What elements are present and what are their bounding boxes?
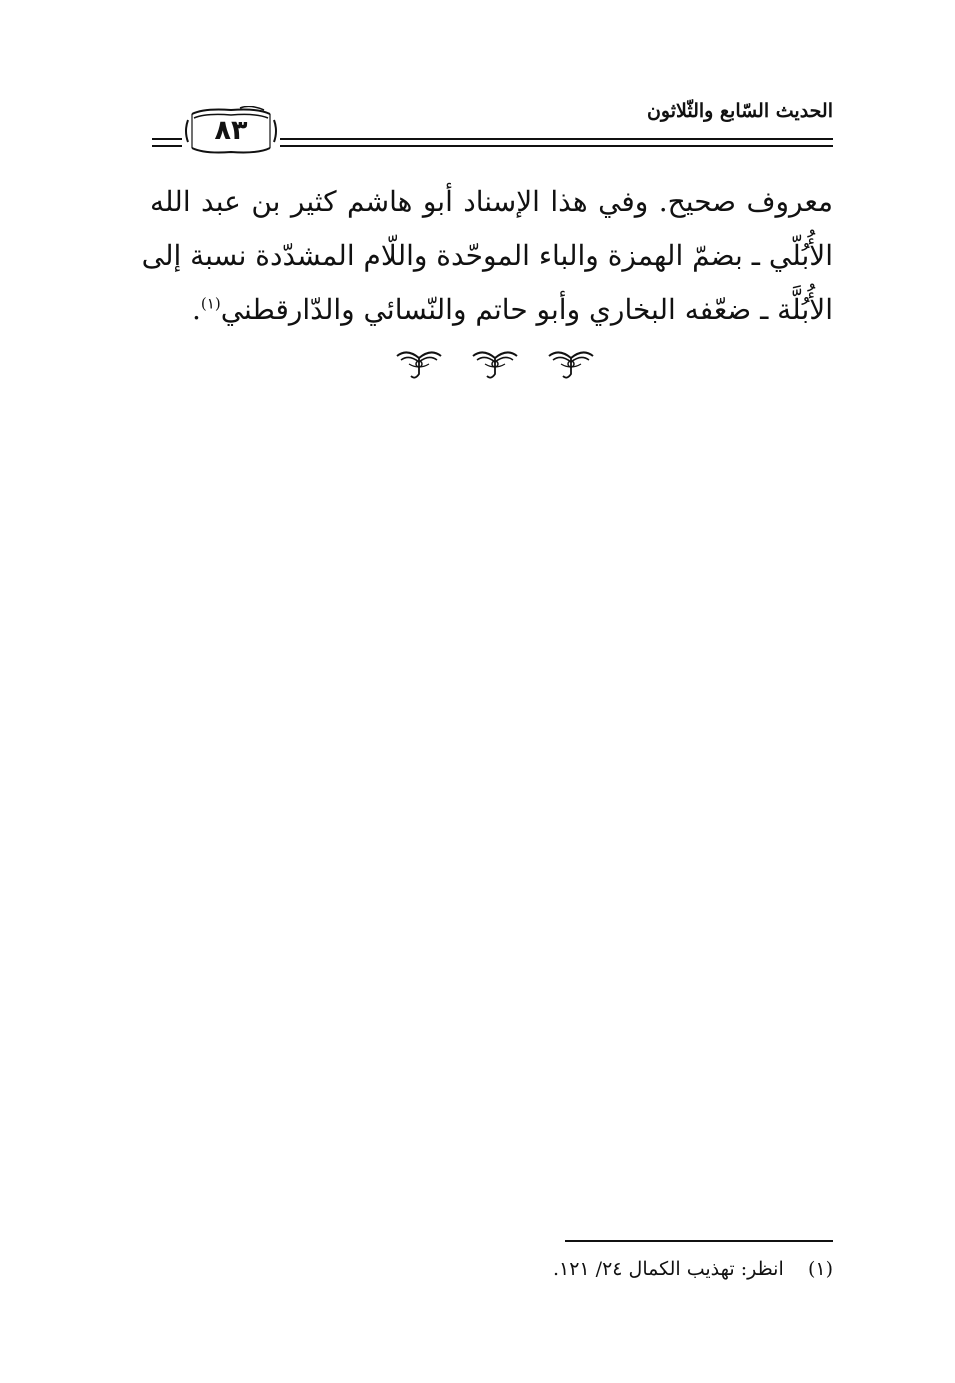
- footnote-separator: [565, 1240, 833, 1242]
- footnote: [553, 1258, 833, 1280]
- footnote-marker[interactable]: (١): [807, 1258, 833, 1280]
- running-title: الحديث السّابع والثّلاثون: [646, 100, 833, 122]
- header-rule: [280, 138, 833, 140]
- line-end-period: .: [192, 293, 201, 326]
- fleuron-icon: [547, 346, 595, 382]
- header-rule-left: [152, 145, 182, 147]
- page-number-frame: [184, 106, 278, 156]
- section-divider: [395, 346, 595, 386]
- body-line-text: الأُبُلَّة ـ ضعّفه البخاري وأبو حاتم والنّسائي والدّارقطني: [220, 293, 833, 326]
- footnote-text: انظر: تهذيب الكمال ٢٤/ ١٢١.: [552, 1258, 784, 1280]
- header-rule-left: [152, 138, 182, 140]
- body-line: الأُبُلّي ـ بضمّ الهمزة والباء الموحّدة واللّام المشدّدة نسبة إلى: [141, 239, 833, 272]
- body-line: معروف صحيح. وفي هذا الإسناد أبو هاشم كثير بن عبد الله: [150, 185, 833, 218]
- body-line-last: [150, 283, 833, 337]
- fleuron-icon: [471, 346, 519, 382]
- page-number: ٨٣: [214, 115, 248, 146]
- body-paragraph: [141, 175, 833, 337]
- header-rule: [280, 145, 833, 147]
- fleuron-icon: [395, 346, 443, 382]
- footnote-reference[interactable]: (١): [200, 294, 221, 313]
